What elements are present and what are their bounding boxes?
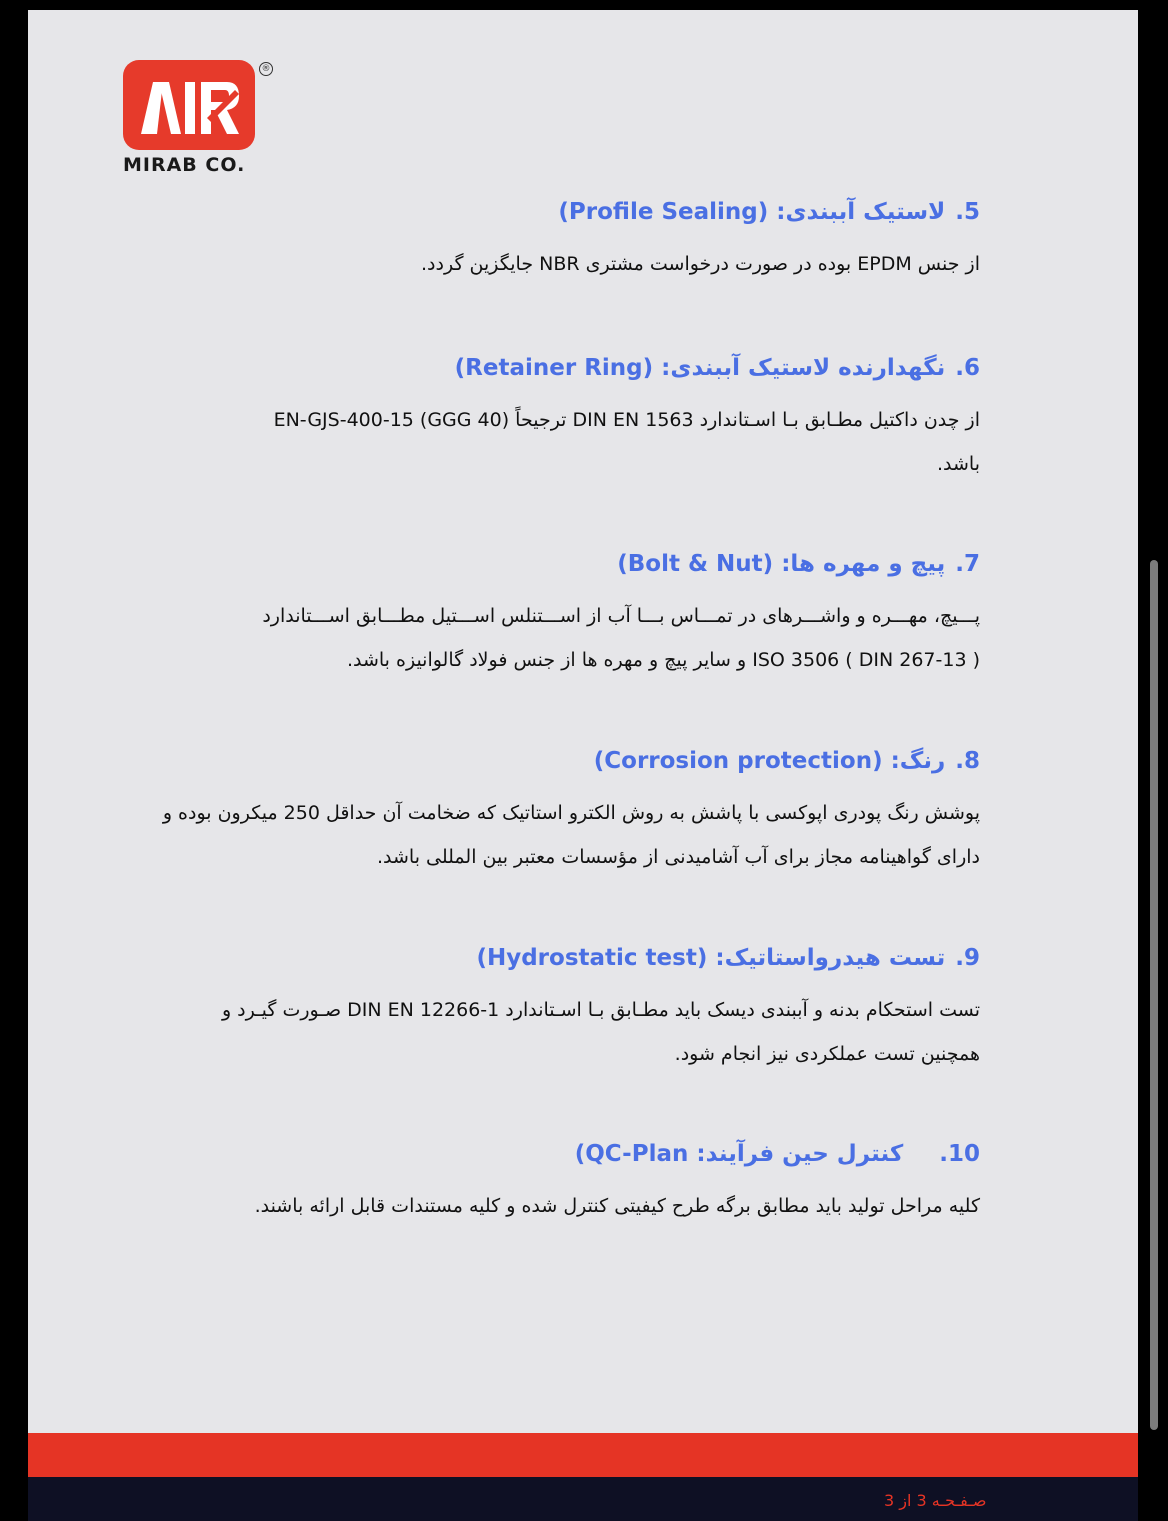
company-logo xyxy=(123,60,283,180)
section-heading xyxy=(80,1138,980,1170)
section-title-en: (Hydrostatic test) xyxy=(476,945,708,971)
section-heading xyxy=(80,745,980,777)
section-title-fa: نگهدارنده لاستیک آببندی: xyxy=(661,355,946,381)
section-title-en: (Corrosion protection) xyxy=(593,748,883,774)
section-body xyxy=(80,791,980,879)
section-title-en: (Profile Sealing) xyxy=(558,199,769,225)
section-bolt-nut xyxy=(80,548,980,682)
section-number: 5. xyxy=(955,199,980,225)
section-qc-plan xyxy=(80,1138,980,1228)
section-body xyxy=(80,988,980,1076)
section-heading xyxy=(80,942,980,974)
section-title-fa: کنترل حین فرآیند: xyxy=(696,1141,904,1167)
section-retainer-ring xyxy=(80,352,980,486)
section-title-fa: پیچ و مهره ها: xyxy=(781,551,946,577)
document-page xyxy=(28,10,1138,1477)
scrollbar-thumb[interactable] xyxy=(1150,560,1158,1430)
body-line: تست استحکام بدنه و آببندی دیسک باید مطـابق بـا اسـتاندارد DIN EN 12266-1 صـورت گیـرد و xyxy=(221,999,980,1021)
body-line: دارای گواهینامه مجاز برای آب آشامیدنی از مؤسسات معتبر بین المللی باشد. xyxy=(376,846,980,868)
section-body xyxy=(80,242,980,286)
section-profile-sealing xyxy=(80,196,980,286)
body-line: از چدن داکتیل مطـابق بـا اسـتاندارد DIN EN 1563 ترجیحاً (GGG 40) EN-GJS-400-15 xyxy=(273,409,980,431)
body-line: پوشش رنگ پودری اپوکسی با پاشش به روش الکترو استاتیک که ضخامت آن حداقل 250 میکرون بوده و xyxy=(162,802,980,824)
section-title-en: (Bolt & Nut) xyxy=(617,551,774,577)
body-line: باشد. xyxy=(936,453,980,475)
registered-mark: ® xyxy=(259,62,273,76)
body-line: همچنین تست عملکردی نیز انجام شود. xyxy=(674,1043,980,1065)
body-line: کلیه مراحل تولید باید مطابق برگه طرح کیفیتی کنترل شده و کلیه مستندات قابل ارائه باشند. xyxy=(254,1195,980,1217)
logo-mark-icon xyxy=(123,60,255,150)
section-heading xyxy=(80,548,980,580)
section-title-fa: تست هیدرواستاتیک: xyxy=(715,945,946,971)
section-number: 9. xyxy=(955,945,980,971)
section-number: 6. xyxy=(955,355,980,381)
page-number: صـفـحـه 3 از 3 xyxy=(884,1491,987,1510)
section-corrosion-protection xyxy=(80,745,980,879)
body-line: ( DIN 267-13 ) ISO 3506 و سایر پیچ و مهره ها از جنس فولاد گالوانیزه باشد. xyxy=(346,649,980,671)
footer-red-band xyxy=(28,1433,1138,1477)
section-number: 10. xyxy=(939,1141,980,1167)
section-body xyxy=(80,594,980,682)
section-title-fa: لاستیک آببندی: xyxy=(776,199,946,225)
section-body xyxy=(80,1184,980,1228)
section-number: 7. xyxy=(955,551,980,577)
section-number: 8. xyxy=(955,748,980,774)
section-hydrostatic-test xyxy=(80,942,980,1076)
section-title-en: (QC-Plan xyxy=(574,1141,689,1167)
section-heading xyxy=(80,352,980,384)
section-title-en: (Retainer Ring) xyxy=(454,355,654,381)
section-heading xyxy=(80,196,980,228)
logo-wordmark: MIRAB CO. xyxy=(123,154,246,176)
body-line: پـــیچ، مهـــره و واشـــرهای در تمـــاس بـــا آب از اســـتنلس اســـتیل مطـــابق اســـتاندارد xyxy=(262,605,980,627)
body-line: از جنس EPDM بوده در صورت درخواست مشتری NBR جایگزین گردد. xyxy=(421,253,980,275)
footer-bar xyxy=(28,1477,1138,1521)
logo-emblem xyxy=(123,60,255,150)
section-body xyxy=(80,398,980,486)
section-title-fa: رنگ: xyxy=(890,748,946,774)
